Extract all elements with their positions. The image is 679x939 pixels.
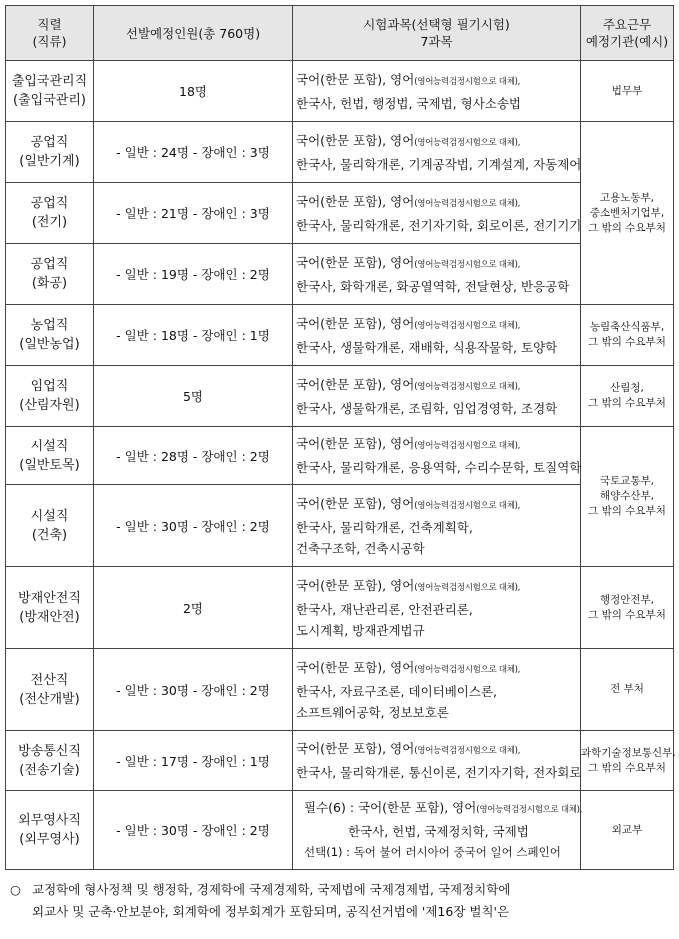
selection-cell: 18명: [94, 61, 293, 122]
selection-cell: - 일반 : 24명 - 장애인 : 3명: [94, 122, 293, 183]
footnote-line-2: 외교사 및 군축·안보분야, 회계학에 정부회계가 포함되며, 공직선거법에 '제16장 벌칙'은: [32, 904, 510, 919]
subjects-cell: 국어(한문 포함), 영어(영어능력검정시험으로 대체), 한국사, 화학개론, 화공열역학, 전달현상, 반응공학: [293, 244, 581, 305]
job-cell: 시설직 (일반토목): [6, 427, 94, 485]
selection-cell: 5명: [94, 366, 293, 427]
table-row: [6, 61, 674, 122]
recruitment-table: [5, 5, 674, 870]
job-cell: 공업직 (일반기계): [6, 122, 94, 183]
org-cell: 과학기술정보통신부, 그 밖의 수요부처: [581, 731, 674, 791]
subjects-cell: 국어(한문 포함), 영어(영어능력검정시험으로 대체), 한국사, 자료구조론, 데이터베이스론, 소프트웨어공학, 정보보호론: [293, 649, 581, 731]
table-row: [6, 731, 674, 791]
selection-cell: - 일반 : 30명 - 장애인 : 2명: [94, 791, 293, 870]
selection-cell: - 일반 : 28명 - 장애인 : 2명: [94, 427, 293, 485]
selection-cell: - 일반 : 30명 - 장애인 : 2명: [94, 485, 293, 567]
job-cell: 공업직 (화공): [6, 244, 94, 305]
selection-cell: - 일반 : 30명 - 장애인 : 2명: [94, 649, 293, 731]
table-row: [6, 791, 674, 870]
circle-bullet-icon: ○: [10, 882, 21, 897]
subjects-cell: 국어(한문 포함), 영어(영어능력검정시험으로 대체), 한국사, 재난관리론, 안전관리론, 도시계획, 방재관계법규: [293, 567, 581, 649]
job-cell: 외무영사직 (외무영사): [6, 791, 94, 870]
selection-cell: - 일반 : 19명 - 장애인 : 2명: [94, 244, 293, 305]
subjects-cell: 국어(한문 포함), 영어(영어능력검정시험으로 대체), 한국사, 물리학개론, 기계공작법, 기계설계, 자동제어: [293, 122, 581, 183]
job-cell: 시설직 (건축): [6, 485, 94, 567]
table-row: [6, 649, 674, 731]
table-row: [6, 485, 674, 567]
subjects-cell: 국어(한문 포함), 영어(영어능력검정시험으로 대체), 한국사, 생물학개론, 조림학, 임업경영학, 조경학: [293, 366, 581, 427]
selection-cell: 2명: [94, 567, 293, 649]
job-cell: 방재안전직 (방재안전): [6, 567, 94, 649]
org-cell: 국토교통부, 해양수산부, 그 밖의 수요부처: [581, 427, 674, 567]
subjects-cell: 국어(한문 포함), 영어(영어능력검정시험으로 대체), 한국사, 물리학개론, 전기자기학, 회로이론, 전기기기: [293, 183, 581, 244]
header-org: 주요근무 예정기관(예시): [581, 6, 674, 61]
subjects-cell: 국어(한문 포함), 영어(영어능력검정시험으로 대체), 한국사, 물리학개론, 응용역학, 수리수문학, 토질역학: [293, 427, 581, 485]
footnote-line-1: 교정학에 형사정책 및 행정학, 경제학에 국제경제학, 국제법에 국제경제법, 국제정치학에: [32, 882, 511, 897]
subjects-cell: 필수(6) : 국어(한문 포함), 영어(영어능력검정시험으로 대체), 한국사, 헌법, 국제정치학, 국제법 선택(1) : 독어 불어 러시아어 중국어 일어 스페인어: [293, 791, 581, 870]
org-cell: 법무부: [581, 61, 674, 122]
header-job: 직렬 (직류): [6, 6, 94, 61]
footnote: [10, 879, 672, 923]
org-cell: 행정안전부, 그 밖의 수요부처: [581, 567, 674, 649]
org-cell: 산림청, 그 밖의 수요부처: [581, 366, 674, 427]
table-row: [6, 122, 674, 183]
subjects-cell: 국어(한문 포함), 영어(영어능력검정시험으로 대체), 한국사, 물리학개론, 통신이론, 전기자기학, 전자회로: [293, 731, 581, 791]
selection-cell: - 일반 : 18명 - 장애인 : 1명: [94, 305, 293, 366]
table-row: [6, 427, 674, 485]
org-cell: 전 부처: [581, 649, 674, 731]
org-cell: 고용노동부, 중소벤처기업부, 그 밖의 수요부처: [581, 122, 674, 305]
selection-cell: - 일반 : 17명 - 장애인 : 1명: [94, 731, 293, 791]
table-row: [6, 366, 674, 427]
header-selection: 선발예정인원(총 760명): [94, 6, 293, 61]
table-row: [6, 567, 674, 649]
job-cell: 공업직 (전기): [6, 183, 94, 244]
org-cell: 외교부: [581, 791, 674, 870]
table-header: [6, 6, 674, 61]
subjects-cell: 국어(한문 포함), 영어(영어능력검정시험으로 대체), 한국사, 헌법, 행정법, 국제법, 형사소송법: [293, 61, 581, 122]
subjects-cell: 국어(한문 포함), 영어(영어능력검정시험으로 대체), 한국사, 물리학개론, 건축계획학, 건축구조학, 건축시공학: [293, 485, 581, 567]
org-cell: 농림축산식품부, 그 밖의 수요부처: [581, 305, 674, 366]
selection-cell: - 일반 : 21명 - 장애인 : 3명: [94, 183, 293, 244]
job-cell: 출입국관리직 (출입국관리): [6, 61, 94, 122]
subjects-cell: 국어(한문 포함), 영어(영어능력검정시험으로 대체), 한국사, 생물학개론, 재배학, 식용작물학, 토양학: [293, 305, 581, 366]
job-cell: 전산직 (전산개발): [6, 649, 94, 731]
table-row: [6, 244, 674, 305]
header-subjects: 시험과목(선택형 필기시험) 7과목: [293, 6, 581, 61]
job-cell: 방송통신직 (전송기술): [6, 731, 94, 791]
table-row: [6, 305, 674, 366]
table-row: [6, 183, 674, 244]
job-cell: 농업직 (일반농업): [6, 305, 94, 366]
job-cell: 임업직 (산림자원): [6, 366, 94, 427]
